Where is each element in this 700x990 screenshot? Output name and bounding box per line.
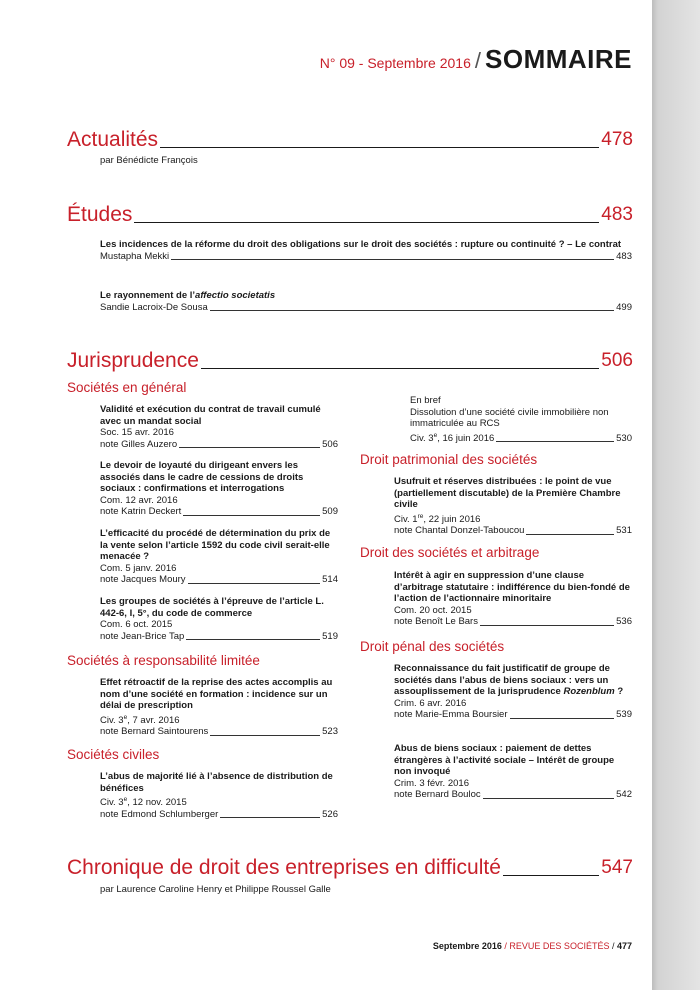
entry-ref: Civ. 1re, 22 juin 2016: [394, 512, 481, 525]
page-footer: [433, 941, 632, 951]
entry-ref: Civ. 3e, 16 juin 2016: [410, 431, 495, 444]
entry-ref: Soc. 15 avr. 2016: [100, 427, 174, 438]
entry-ref: Com. 20 oct. 2015: [394, 604, 472, 616]
subsection-heading: Sociétés en général: [67, 380, 187, 395]
page-edge-shadow: [652, 0, 700, 990]
section-title: Chronique de droit des entreprises en difficulté: [67, 856, 501, 879]
entry-title: Le rayonnement de l’affectio societatis: [100, 290, 276, 301]
leader-line: [188, 583, 321, 584]
entry-title: Intérêt à agir en suppression d’une clause d’arbitrage statutaire : indifférence du bien-fondé de l’action de l’actionnaire minoritaire: [394, 570, 630, 604]
masthead: [320, 44, 632, 75]
entry-line: [100, 302, 632, 314]
toc-entry[interactable]: [100, 290, 632, 313]
entry-line: [100, 726, 338, 738]
entry-title: Reconnaissance du fait justificatif de groupe de sociétés dans l’abus de biens sociaux : vers un assouplissement de la jurisprudence Rozenblum ?: [394, 663, 624, 697]
entry-title: Abus de biens sociaux : paiement de dettes étrangères à l’activité sociale – Intérêt de groupe non invoqué: [394, 743, 615, 777]
toc-entry[interactable]: [394, 476, 632, 537]
leader-line: [201, 368, 599, 369]
entry-ref: Civ. 3e, 7 avr. 2016: [100, 713, 180, 726]
entry-line: [394, 525, 632, 537]
entry-note: note Bernard Bouloc: [394, 789, 481, 800]
entry-line: [394, 616, 632, 628]
bref-label: En bref: [410, 395, 441, 406]
entry-note: note Edmond Schlumberger: [100, 808, 219, 820]
entry-page: 531: [616, 525, 632, 537]
toc-entry-bref[interactable]: [410, 395, 632, 444]
entry-page: 523: [322, 726, 338, 738]
subsection-heading: Sociétés à responsabilité limitée: [67, 653, 260, 668]
footer-journal: REVUE DES SOCIÉTÉS: [509, 941, 610, 951]
entry-author: Mustapha Mekki: [100, 250, 170, 262]
issue-label: N° 09 - Septembre 2016: [319, 55, 471, 71]
entry-page: 542: [616, 789, 632, 800]
leader-line: [503, 875, 599, 876]
entry-note: note Chantal Donzel-Taboucou: [394, 525, 525, 537]
entry-ref: Com. 6 oct. 2015: [100, 619, 173, 630]
page-title: SOMMAIRE: [485, 44, 632, 74]
entry-note: note Marie-Emma Boursier: [394, 709, 508, 720]
leader-line: [210, 310, 614, 311]
entry-note: note Jean-Brice Tap: [100, 630, 185, 642]
section-byline: par Laurence Caroline Henry et Philippe Roussel Galle: [100, 884, 331, 895]
section-page: 483: [601, 204, 633, 225]
toc-entry[interactable]: [394, 743, 632, 801]
leader-line: [171, 259, 614, 260]
leader-line: [526, 534, 614, 535]
leader-line: [183, 515, 320, 516]
entry-line: [100, 251, 632, 263]
section-etudes[interactable]: [67, 204, 633, 226]
leader-line: [179, 447, 320, 448]
leader-line: [510, 718, 615, 719]
entry-page: 519: [322, 630, 338, 642]
entry-note: note Bernard Saintourens: [100, 726, 209, 738]
entry-page: 530: [616, 432, 632, 444]
entry-title: Les groupes de sociétés à l’épreuve de l’article L. 442-6, I, 5°, du code de commerce: [100, 596, 324, 619]
leader-line: [210, 735, 320, 736]
entry-title: Usufruit et réserves distribuées : le point de vue (partiellement discutable) de la Première Chambre civile: [394, 476, 621, 510]
entry-note: note Katrin Deckert: [100, 506, 182, 517]
entry-note: note Jacques Moury: [100, 574, 186, 585]
section-actualites[interactable]: [67, 129, 633, 151]
section-title: Études: [67, 203, 133, 226]
entry-line: [100, 574, 338, 586]
entry-line: [394, 709, 632, 721]
entry-page: 526: [322, 808, 338, 820]
entry-title: Dissolution d’une société civile immobilière non immatriculée au RCS: [410, 406, 609, 429]
toc-entry[interactable]: [394, 663, 632, 721]
header-separator: /: [474, 48, 481, 73]
entry-ref: Com. 12 avr. 2016: [100, 494, 178, 506]
leader-line: [186, 639, 320, 640]
subsection-heading: Sociétés civiles: [67, 747, 160, 762]
footer-page-number: 477: [616, 941, 632, 951]
entry-author: Sandie Lacroix-De Sousa: [100, 301, 208, 313]
section-page: 547: [601, 857, 633, 878]
toc-entry[interactable]: [100, 404, 338, 450]
entry-page: 499: [616, 301, 632, 313]
subsection-heading: Droit des sociétés et arbitrage: [360, 545, 540, 560]
entry-title: Validité et exécution du contrat de travail cumulé avec un mandat social: [100, 404, 321, 427]
leader-line: [480, 625, 614, 626]
entry-line: [394, 789, 632, 801]
entry-note: note Gilles Auzero: [100, 438, 178, 450]
toc-entry[interactable]: [394, 570, 632, 628]
section-jurisprudence[interactable]: [67, 350, 633, 372]
section-page: 506: [601, 350, 633, 371]
leader-line: [134, 222, 599, 223]
entry-page: 514: [322, 574, 338, 585]
toc-entry[interactable]: [100, 460, 338, 518]
entry-title: L’abus de majorité lié à l’absence de distribution de bénéfices: [100, 771, 333, 794]
entry-title: Les incidences de la réforme du droit des obligations sur le droit des sociétés : rupture ou continuité ? – Le contrat: [100, 239, 622, 250]
section-title: Jurisprudence: [67, 349, 199, 372]
entry-ref: Crim. 6 avr. 2016: [394, 697, 467, 709]
entry-line: [100, 439, 338, 451]
entry-ref: Com. 5 janv. 2016: [100, 562, 177, 574]
section-title: Actualités: [67, 128, 159, 151]
section-byline: par Bénédicte François: [100, 155, 198, 166]
toc-entry[interactable]: [100, 677, 338, 738]
leader-line: [496, 441, 614, 442]
entry-ref: Civ. 3e, 12 nov. 2015: [100, 796, 187, 809]
entry-line: [100, 631, 338, 643]
entry-ref: Crim. 3 févr. 2016: [394, 777, 469, 789]
footer-date: Septembre 2016: [432, 941, 502, 951]
toc-entry[interactable]: [100, 528, 338, 586]
entry-note: note Benoît Le Bars: [394, 616, 478, 627]
entry-page: 483: [616, 250, 632, 262]
toc-entry[interactable]: [100, 239, 632, 262]
entry-page: 536: [616, 616, 632, 627]
subsection-heading: Droit patrimonial des sociétés: [360, 452, 538, 467]
entry-title: Le devoir de loyauté du dirigeant envers les associés dans le cadre de cessions de droits sociaux : confirmations et interrogations: [100, 460, 304, 494]
subsection-heading: Droit pénal des sociétés: [360, 639, 505, 654]
entry-line: [100, 506, 338, 518]
entry-title: L’efficacité du procédé de détermination du prix de la vente selon l’article 1592 du code civil serait-elle menacée ?: [100, 528, 331, 562]
entry-line: [410, 430, 632, 445]
entry-page: 506: [322, 438, 338, 450]
section-page: 478: [601, 129, 633, 150]
footer-separator: /: [609, 941, 617, 951]
toc-entry[interactable]: [100, 771, 338, 820]
leader-line: [483, 798, 615, 799]
entry-page: 509: [322, 506, 338, 517]
toc-entry[interactable]: [100, 596, 338, 642]
section-chronique[interactable]: [67, 857, 633, 879]
leader-line: [220, 817, 320, 818]
entry-title: Effet rétroactif de la reprise des actes accomplis au nom d’une société en formation : incidence sur un délai de prescription: [100, 677, 333, 711]
leader-line: [160, 147, 599, 148]
footer-separator: /: [501, 941, 510, 951]
entry-line: [100, 809, 338, 821]
entry-page: 539: [616, 709, 632, 720]
